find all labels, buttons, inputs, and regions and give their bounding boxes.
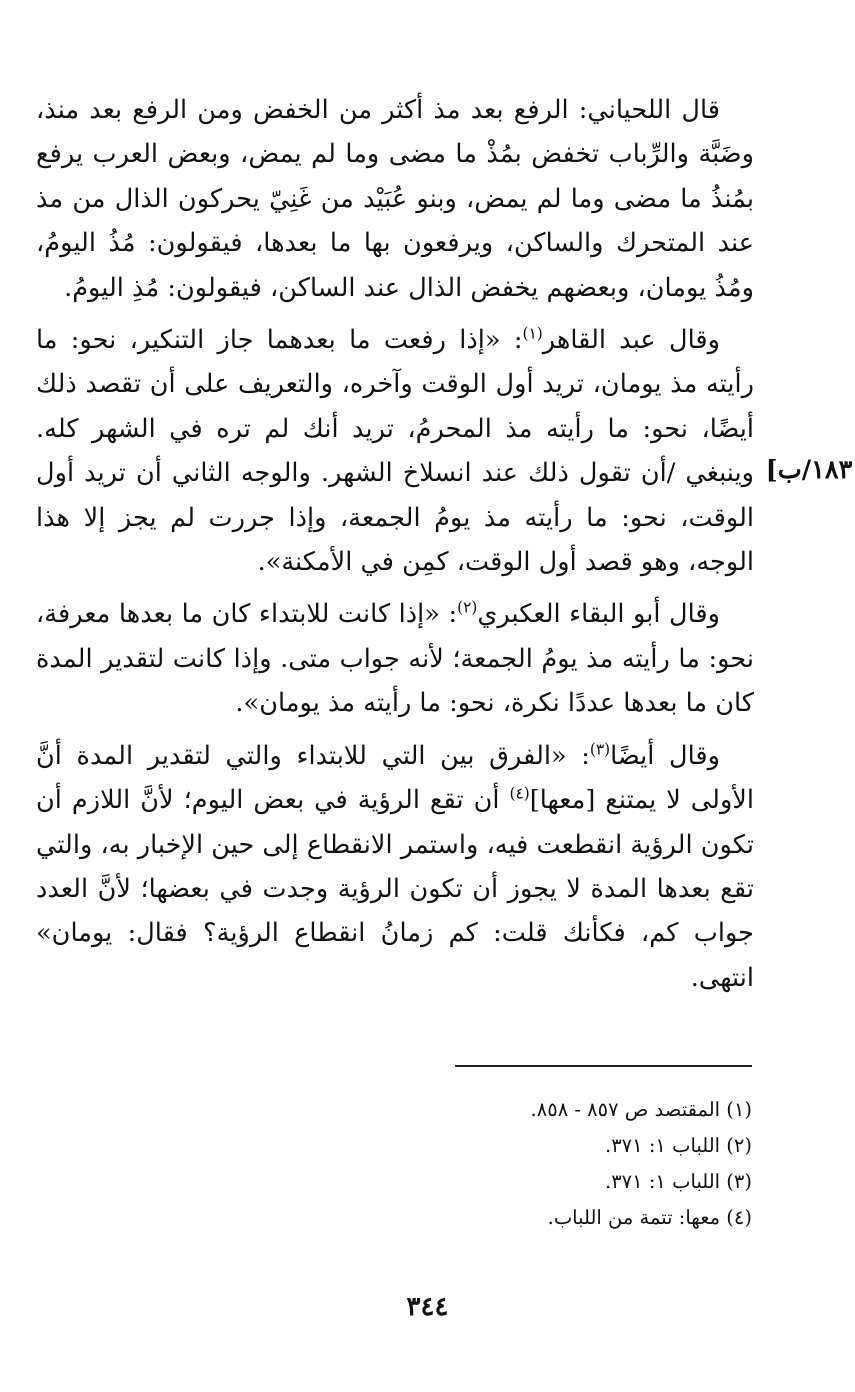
paragraph-text-continued: أن تقع الرؤية في بعض اليوم؛ لأنَّ اللازم أن تكون الرؤية انقطعت فيه، واستمر الانقطاع إلى حين الإخبار به، والتي تقع بعدها المدة لا يجوز أن تكون الرؤية وجدت في بعضها؛ لأنَّ العدد جواب كم، فكأنك قلت: كم زمانُ انقطاع الرؤية؟ فقال: يومان» انتهى. <box>36 785 754 993</box>
footnote-ref-3: (٣) <box>589 740 611 759</box>
paragraph-text: : «إذا كانت للابتداء كان ما بعدها معرفة، نحو: ما رأيته مذ يومُ الجمعة؛ لأنه جواب متى. وإذا كانت لتقدير المدة كان ما بعدها عددًا نكرة، نحو: ما رأيته مذ يومان». <box>36 599 754 719</box>
page-number: ٣٤٤ <box>406 1292 449 1322</box>
main-text <box>36 88 754 1000</box>
paragraph-text: : «إذا رفعت ما بعدهما جاز التنكير، نحو: ما رأيته مذ يومان، تريد أول الوقت وآخره، والتعريف على أن تقصد ذلك أيضًا، نحو: ما رأيته مذ المحرمُ، تريد أنك لم تره في الشهر كله. وينبغي /أن تقول ذلك عند انسلاخ الشهر. والوجه الثاني أن تريد أول الوقت، نحو: ما رأيته مذ يومُ الجمعة، وإذا جررت لم يجز إلا هذا الوجه، وهو قصد أول الوقت، كمِن في الأمكنة». <box>36 325 754 578</box>
footnote-ref-1: (١) <box>522 324 543 343</box>
paragraph-text: : «الفرق بين التي للابتداء والتي لتقدير المدة أنَّ الأولى لا يمتنع [معها] <box>36 740 755 816</box>
footnote-1: (١) المقتصد ص ٨٥٧ - ٨٥٨. <box>530 1098 752 1121</box>
footnote-2: (٢) اللباب ١: ٣٧١. <box>605 1134 752 1157</box>
paragraph-4 <box>36 734 754 1000</box>
paragraph-1 <box>36 88 754 310</box>
footnote-4: (٤) معها: تتمة من اللباب. <box>547 1206 752 1229</box>
footnote-ref-4: (٤) <box>509 784 530 803</box>
paragraph-lead: وقال أيضًا <box>610 740 720 771</box>
paragraph-lead: وقال أبو البقاء العكبري <box>477 599 720 630</box>
footnote-3: (٣) اللباب ١: ٣٧١. <box>605 1170 752 1193</box>
footnote-separator <box>455 1065 752 1067</box>
paragraph-text: قال اللحياني: الرفع بعد مذ أكثر من الخفض ومن الرفع بعد منذ، وضَبَّة والرِّباب تخفض بمُذْ ما مضى وما لم يمض، وبعض العرب يرفع بمُنذُ ما مضى وما لم يمض، وبنو عُبَيْد من غَنِيّ يحركون الذال من مذ عند المتحرك والساكن، ويرفعون بها ما بعدها، فيقولون: مُذُ اليومُ، ومُذُ يومان، وبعضهم يخفض الذال عند الساكن، فيقولون: مُذِ اليومُ. <box>36 95 754 303</box>
paragraph-lead: وقال عبد القاهر <box>542 325 720 356</box>
paragraph-3 <box>36 592 754 725</box>
footnotes <box>360 1092 752 1236</box>
manuscript-folio-note: ١٨٣/ب] <box>765 455 853 485</box>
paragraph-2 <box>36 318 754 584</box>
footnote-ref-2: (٢) <box>457 598 478 617</box>
